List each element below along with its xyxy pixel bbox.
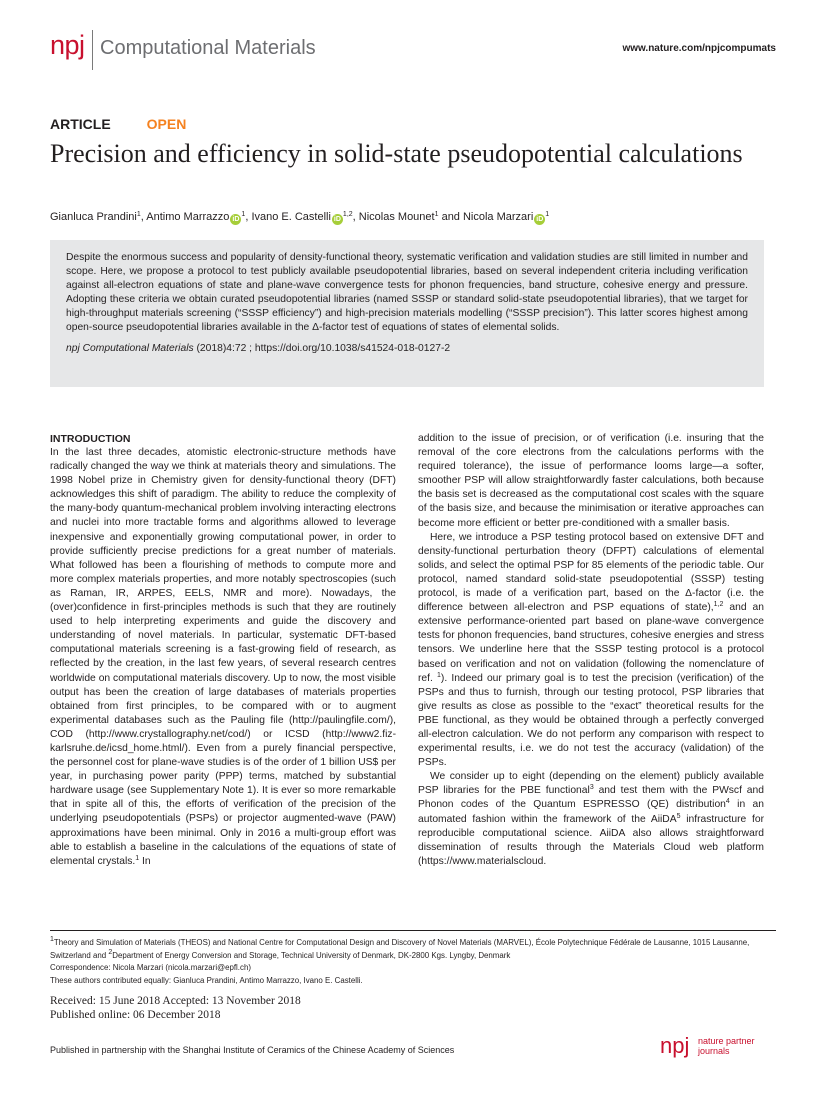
- reference-link[interactable]: 1: [437, 671, 441, 679]
- citation-journal: npj Computational Materials: [66, 342, 194, 354]
- reference-link[interactable]: 3: [589, 784, 594, 792]
- section-heading-introduction: INTRODUCTION: [50, 433, 131, 445]
- footnote-divider: [50, 930, 776, 931]
- abstract-box: [50, 240, 764, 387]
- body-paragraph: Here, we introduce a PSP testing protocol based on extensive DFT and density-functional perturbation theory (DFPT) calculations of elemental solids, and select the optimal PSP for 85 elements of the periodic table. Our protocol, named standard solid-state pseudopotential (SSSP) testing protocol, is made of a verification part, based on the Δ-factor (i.e. the difference between all-electron and PSP equations of state),$^{1,2}$ and an extensive performance-oriented part based on plane-wave convergence tests for phonon frequencies, band structures, cohesive energies and stress tensors. We underline here that the SSSP testing protocol is a protocol based on verification and not on validation (following the nomenclature of ref. $^1$). Indeed our primary goal is to test the precision (verification) of the PSPs and thus to furnish, through our testing protocol, PSP libraries that give results as close as possible to the “exact” theoretical results for the PBE functional, as they would be obtained through a perfectly converged all-electron calculation. We do not perform any comparison with respect to experimental results, i.e. we do not test the accuracy (validation) of the PSPs.: [418, 531, 765, 769]
- partner-logo-line1: nature partner: [698, 1036, 755, 1046]
- open-access-label: OPEN: [146, 116, 187, 132]
- nature-partner-journals-logo: [660, 1034, 770, 1060]
- reference-link[interactable]: 4: [725, 798, 730, 806]
- article-title: Precision and efficiency in solid-state pseudopotential calculations: [50, 139, 743, 168]
- body-paragraph: In the last three decades, atomistic electronic-structure methods have radically changed the way we think at materials theory and simulations. The 1998 Nobel prize in Chemistry given for density-functional theory (DFT) acknowledges this shift of paradigm. The ability to reduce the complexity of the many-body quantum-mechanical problem involving interacting electrons and nuclei into more tractable forms and algorithms allowed to leverage inexpensive and exponentially growing computational power, in order to provide sufficiently precise predictions for a great number of materials. What followed has been a flourishing of methods to compute more and more complex materials properties, and more notably spectroscopies (such as Raman, IR, ARPES, EELS, NMR and more). Nowadays, the (over)confidence in first-principles methods is such that they are routinely used to help interpreting experiments and guide the discovery and understanding of novel materials. In particular, systematic DFT-based computational materials screening is a fast-growing field of research, as reflected by the creation, in the last few years, of several research centres worldwide on computational materials discovery. Up to now, the most visible output has been the creation of large databases of materials properties obtained from first principles, to be compared with or to augment experimental databases such as the Pauling file (http://paulingfile.com/), COD (http://www.crystallography.net/cod/) or ICSD (http://www2.fiz-karlsruhe.de/icsd_home.html/). Even from a purely financial perspective, the personnel cost for plane-wave studies is of the order of 1 billion US$ per year, in purchasing power parity (PPP) terms, matched by substantial hardware usage (see Supplementary Note 1). It is ever so more remarkable that in spite all of this, the efforts of verification of the precision of the underlying pseudopotentials (PSPs) or projector augmented-wave (PAW) approximations have been minimal. Only in 2016 a multi-group effort was able to establish a baseline in the calculations of the equations of state of elemental crystals.$^1$ In: [50, 447, 396, 867]
- author-list: Gianluca Prandini$^1$, Antimo Marrazzo $iD^1$, Ivano E. Castelli iD$^{1,2}$, Nicolas Mounet$^1$ and Nicola Marzari $iD^1$: [50, 211, 550, 223]
- author-affiliation: 1: [241, 211, 246, 218]
- body-paragraph: addition to the issue of precision, or of verification (i.e. insuring that the removal of the core electrons from the calculations performs with the required tolerance), the issue of performance looms large—a softer, smoother PSP will allow straightforwardly faster calculations, both because the basis set is decreased as the computational cost scales with the square of the basis size, and because the minimisation or iterative approaches can become more efficient or better pre-conditioned with a smaller basis.: [418, 433, 764, 529]
- left-column: [50, 432, 396, 869]
- affiliations: $^1$Theory and Simulation of Materials (THEOS) and National Centre for Computational Design and Discovery of Novel Materials (MARVEL), École Polytechnique Fédérale de Lausanne, 1015 Lausanne, Switzerland and $^2$Department of Energy Conversion and Storage, Technical University of Denmark, DK-2800 Kgs. Lyngby, Denmark: [50, 936, 750, 960]
- npj-logo: npj: [50, 30, 85, 60]
- citation-line: [66, 342, 748, 356]
- author-name[interactable]: Antimo Marrazzo: [146, 211, 230, 223]
- author-name[interactable]: Gianluca Prandini: [50, 211, 137, 223]
- orcid-icon[interactable]: iD: [536, 216, 544, 223]
- author-affiliation: 1,2: [342, 211, 353, 218]
- body-paragraph: We consider up to eight (depending on the element) publicly available PSP libraries for the PBE functional$^3$ and test them with the PWscf and Phonon codes of the Quantum ESPRESSO (QE) distribution$^4$ in an automated fashion within the framework of the AiiDA$^5$ infrastructure for reproducible computational science. AiiDA also allows straightforward dissemination of results through the Materials Cloud web platform (https://www.materialscloud.: [418, 771, 764, 867]
- journal-header: [50, 30, 776, 70]
- author-affiliation: 1: [545, 211, 550, 218]
- received-accepted-date: Received: 15 June 2018 Accepted: 13 November 2018: [50, 995, 301, 1007]
- right-column: [418, 432, 764, 869]
- reference-link[interactable]: 1: [135, 854, 140, 862]
- partner-logo-mark: npj: [660, 1033, 690, 1058]
- journal-name: Computational Materials: [100, 37, 316, 59]
- article-dates: [50, 994, 301, 1022]
- partner-logo-line2: journals: [698, 1046, 730, 1056]
- orcid-icon[interactable]: iD: [232, 216, 240, 223]
- reference-link[interactable]: 1,2: [713, 601, 724, 609]
- header-divider: [92, 30, 93, 70]
- reference-link[interactable]: 5: [676, 812, 681, 820]
- article-type-row: [50, 116, 186, 132]
- author-name[interactable]: Nicola Marzari: [462, 211, 534, 223]
- journal-url-link[interactable]: www.nature.com/npjcompumats: [622, 43, 776, 54]
- equal-contribution: These authors contributed equally: Gianluca Prandini, Antimo Marrazzo, Ivano E. Castelli.: [50, 975, 363, 985]
- article-type-label: ARTICLE: [50, 116, 111, 132]
- published-date: Published online: 06 December 2018: [50, 1009, 221, 1021]
- abstract-text: Despite the enormous success and popularity of density-functional theory, systematic verification and validation studies are still limited in number and scope. Here, we propose a protocol to test publicly available pseudopotential libraries, based on several independent criteria including verification against all-electron equations of state and plane-wave convergence tests for phonon frequencies, band structure, cohesive energy and pressure. Adopting these criteria we obtain curated pseudopotential libraries (named SSSP or standard solid-state pseudopotential libraries), that we target for high-throughput materials screening (“SSSP efficiency”) and high-precision materials modelling (“SSSP precision”). This latter scores highest among open-source pseudopotential libraries available in the Δ-factor test of equations of states of elemental solids.: [66, 252, 748, 334]
- author-name[interactable]: Nicolas Mounet: [358, 211, 435, 223]
- correspondence[interactable]: Correspondence: Nicola Marzari (nicola.marzari@epfl.ch): [50, 963, 251, 972]
- author-affiliation: 1: [136, 211, 141, 218]
- author-name[interactable]: Ivano E. Castelli: [251, 211, 331, 223]
- footnotes: [50, 937, 776, 987]
- partnership-note: Published in partnership with the Shanghai Institute of Ceramics of the Chinese Academy of Sciences: [50, 1045, 455, 1055]
- orcid-icon[interactable]: iD: [333, 216, 341, 223]
- citation-doi[interactable]: (2018)4:72 ; https://doi.org/10.1038/s41524-018-0127-2: [193, 342, 451, 354]
- author-affiliation: 1: [434, 211, 439, 218]
